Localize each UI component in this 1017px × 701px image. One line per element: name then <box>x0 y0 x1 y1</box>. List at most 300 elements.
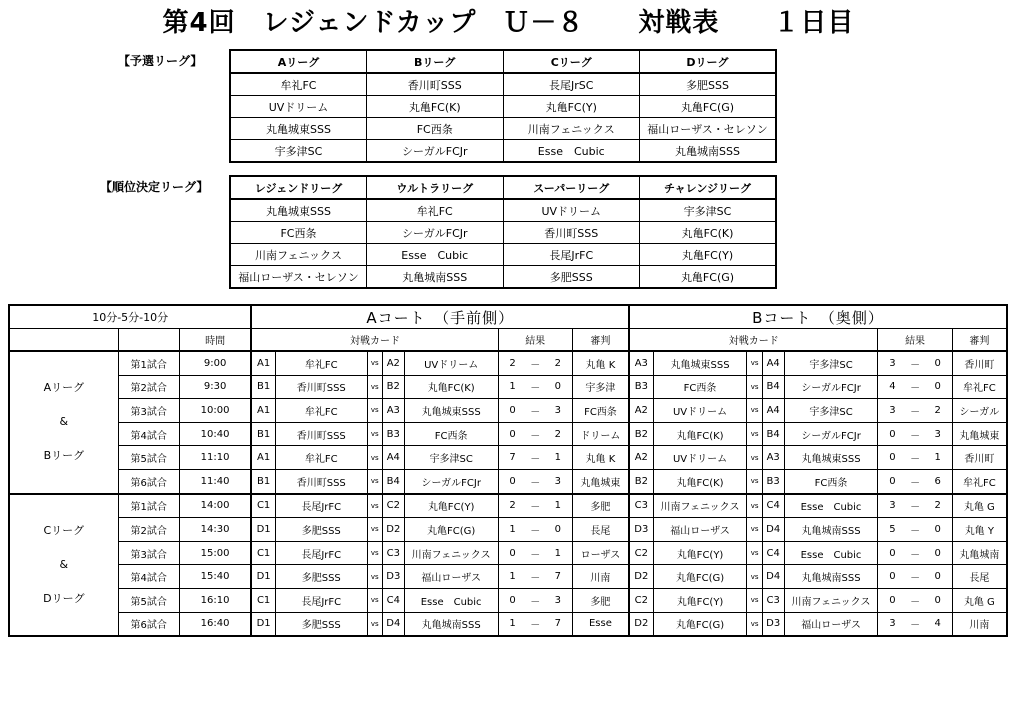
team2-name: 宇多津SC <box>784 351 878 375</box>
game-number: 第5試合 <box>118 446 179 470</box>
preliminary-league-table <box>229 49 777 163</box>
score-away: 7 <box>544 612 572 636</box>
team-cell: 丸亀城南SSS <box>640 140 777 163</box>
team-cell: 丸亀城南SSS <box>367 266 504 289</box>
match-schedule-table <box>8 304 1008 637</box>
team2-code: D3 <box>762 612 784 636</box>
team-cell: 牟礼FC <box>367 199 504 222</box>
team2-code: B2 <box>382 375 404 399</box>
match-row <box>9 565 1007 589</box>
team-cell: UVドリーム <box>503 199 640 222</box>
team2-name: 丸亀城南SSS <box>404 612 498 636</box>
match-row <box>9 541 1007 565</box>
vs-label: vs <box>747 351 762 375</box>
team2-code: B4 <box>762 422 784 446</box>
score-home: 0 <box>878 541 906 565</box>
score-dash: － <box>906 518 923 542</box>
game-number: 第2試合 <box>118 518 179 542</box>
score-dash: － <box>906 375 923 399</box>
league-header: Aリーグ <box>230 50 367 73</box>
team1-code: D2 <box>629 612 653 636</box>
team-cell: 丸亀城東SSS <box>230 118 367 140</box>
score-away: 1 <box>924 446 952 470</box>
team-cell: 丸亀FC(K) <box>367 96 504 118</box>
team1-code: A2 <box>629 399 653 423</box>
team-cell: 多肥SSS <box>503 266 640 289</box>
team-cell: Esse Cubic <box>367 244 504 266</box>
team2-code: A4 <box>382 446 404 470</box>
score-dash: － <box>906 612 923 636</box>
team1-code: B1 <box>251 469 275 493</box>
team1-code: C2 <box>629 588 653 612</box>
referee: 香川町 <box>952 446 1007 470</box>
team1-code: C1 <box>251 494 275 518</box>
game-number: 第2試合 <box>118 375 179 399</box>
team2-code: A3 <box>762 446 784 470</box>
referee: 川南 <box>952 612 1007 636</box>
team2-name: 福山ローザス <box>784 612 878 636</box>
team1-name: 丸亀FC(Y) <box>653 541 747 565</box>
score-away: 1 <box>544 494 572 518</box>
team2-code: C4 <box>762 541 784 565</box>
referee: 丸亀 K <box>572 351 629 375</box>
match-time: 14:30 <box>179 518 251 542</box>
team2-code: D4 <box>762 518 784 542</box>
team1-name: UVドリーム <box>653 399 747 423</box>
team1-code: B2 <box>629 469 653 493</box>
team-cell: FC西条 <box>367 118 504 140</box>
score-away: 1 <box>544 541 572 565</box>
game-number: 第3試合 <box>118 399 179 423</box>
score-dash: － <box>526 422 543 446</box>
ranking-label: 【順位決定リーグ】 <box>100 180 209 194</box>
referee: 丸亀城東 <box>952 422 1007 446</box>
team2-name: Esse Cubic <box>404 588 498 612</box>
score-home: 5 <box>878 518 906 542</box>
referee: ローザス <box>572 541 629 565</box>
score-home: 1 <box>498 612 526 636</box>
score-away: 7 <box>544 565 572 589</box>
vs-label: vs <box>367 588 382 612</box>
score-home: 0 <box>878 565 906 589</box>
team-cell: 長尾JrSC <box>503 73 640 96</box>
match-time: 10:00 <box>179 399 251 423</box>
team2-name: 丸亀城南SSS <box>784 565 878 589</box>
team1-name: 丸亀FC(K) <box>653 422 747 446</box>
score-home: 0 <box>498 469 526 493</box>
score-away: 2 <box>544 351 572 375</box>
team2-code: C3 <box>762 588 784 612</box>
team-cell: 丸亀FC(Y) <box>640 244 777 266</box>
team2-name: FC西条 <box>784 469 878 493</box>
team1-name: 丸亀FC(G) <box>653 612 747 636</box>
vs-label: vs <box>367 612 382 636</box>
score-home: 0 <box>498 422 526 446</box>
game-number: 第1試合 <box>118 351 179 375</box>
score-home: 4 <box>878 375 906 399</box>
score-away: 1 <box>544 446 572 470</box>
referee: ドリーム <box>572 422 629 446</box>
match-row <box>9 588 1007 612</box>
team2-name: シーガルFCJr <box>404 469 498 493</box>
score-home: 0 <box>878 469 906 493</box>
team1-code: B3 <box>629 375 653 399</box>
score-home: 7 <box>498 446 526 470</box>
referee: 牟礼FC <box>952 375 1007 399</box>
score-home: 1 <box>498 518 526 542</box>
team-cell: 福山ローザス・セレソン <box>640 118 777 140</box>
match-row <box>9 518 1007 542</box>
score-dash: － <box>906 565 923 589</box>
vs-label: vs <box>367 351 382 375</box>
team2-name: シーガルFCJr <box>784 422 878 446</box>
vs-label: vs <box>747 469 762 493</box>
result-header-a: 結果 <box>498 329 572 352</box>
team1-code: B2 <box>629 422 653 446</box>
team1-code: D1 <box>251 518 275 542</box>
team2-name: 丸亀城東SSS <box>784 446 878 470</box>
time-header: 時間 <box>179 329 251 352</box>
team2-name: 宇多津SC <box>784 399 878 423</box>
team1-code: C3 <box>629 494 653 518</box>
referee: Esse <box>572 612 629 636</box>
score-away: 0 <box>924 541 952 565</box>
vs-label: vs <box>747 518 762 542</box>
match-time: 14:00 <box>179 494 251 518</box>
team1-code: B1 <box>251 422 275 446</box>
score-away: 3 <box>544 469 572 493</box>
team2-name: 川南フェニックス <box>784 588 878 612</box>
score-dash: － <box>906 588 923 612</box>
score-away: 2 <box>924 399 952 423</box>
team1-name: 長尾JrFC <box>275 541 367 565</box>
team1-name: 牟礼FC <box>275 446 367 470</box>
referee: 丸亀城南 <box>952 541 1007 565</box>
team2-code: C2 <box>382 494 404 518</box>
team2-code: B4 <box>762 375 784 399</box>
referee: シーガル <box>952 399 1007 423</box>
referee: 丸亀 K <box>572 446 629 470</box>
team-cell: 丸亀城東SSS <box>230 199 367 222</box>
team1-code: B1 <box>251 375 275 399</box>
league-header: Dリーグ <box>640 50 777 73</box>
game-number: 第6試合 <box>118 469 179 493</box>
match-time: 16:40 <box>179 612 251 636</box>
score-home: 0 <box>498 541 526 565</box>
team1-code: A1 <box>251 351 275 375</box>
team-cell: 多肥SSS <box>640 73 777 96</box>
game-number: 第6試合 <box>118 612 179 636</box>
game-number: 第4試合 <box>118 422 179 446</box>
league-header: Bリーグ <box>367 50 504 73</box>
team2-name: Esse Cubic <box>784 494 878 518</box>
score-home: 2 <box>498 494 526 518</box>
blank-cell <box>118 329 179 352</box>
score-away: 0 <box>544 518 572 542</box>
score-away: 2 <box>924 494 952 518</box>
score-home: 0 <box>498 399 526 423</box>
referee: FC西条 <box>572 399 629 423</box>
score-away: 0 <box>924 518 952 542</box>
match-time: 11:40 <box>179 469 251 493</box>
referee: 多肥 <box>572 588 629 612</box>
team2-name: UVドリーム <box>404 351 498 375</box>
match-row <box>9 422 1007 446</box>
team2-name: 丸亀FC(Y) <box>404 494 498 518</box>
team2-code: A4 <box>762 399 784 423</box>
team-cell: 丸亀FC(G) <box>640 266 777 289</box>
score-dash: － <box>526 518 543 542</box>
team2-code: A2 <box>382 351 404 375</box>
team-cell: 長尾JrFC <box>503 244 640 266</box>
score-home: 3 <box>878 494 906 518</box>
team2-code: C4 <box>762 494 784 518</box>
match-row <box>9 469 1007 493</box>
team2-code: C3 <box>382 541 404 565</box>
match-time: 15:40 <box>179 565 251 589</box>
team2-code: B3 <box>762 469 784 493</box>
team1-code: D3 <box>629 518 653 542</box>
score-away: 0 <box>924 351 952 375</box>
game-number: 第1試合 <box>118 494 179 518</box>
team1-code: C1 <box>251 541 275 565</box>
score-home: 1 <box>498 375 526 399</box>
team-cell: 香川町SSS <box>503 222 640 244</box>
score-dash: － <box>526 541 543 565</box>
referee: 宇多津 <box>572 375 629 399</box>
score-home: 0 <box>878 588 906 612</box>
score-dash: － <box>906 446 923 470</box>
score-home: 3 <box>878 612 906 636</box>
score-away: 4 <box>924 612 952 636</box>
team1-code: D2 <box>629 565 653 589</box>
score-dash: － <box>906 494 923 518</box>
team2-code: D4 <box>762 565 784 589</box>
team-cell: 香川町SSS <box>367 73 504 96</box>
team1-name: 川南フェニックス <box>653 494 747 518</box>
team1-code: D1 <box>251 565 275 589</box>
team-cell: 丸亀FC(K) <box>640 222 777 244</box>
referee: 丸亀 Y <box>952 518 1007 542</box>
team2-name: FC西条 <box>404 422 498 446</box>
result-header-b: 結果 <box>878 329 952 352</box>
score-dash: － <box>906 541 923 565</box>
vs-label: vs <box>367 422 382 446</box>
vs-label: vs <box>367 494 382 518</box>
score-home: 1 <box>498 565 526 589</box>
score-dash: － <box>526 494 543 518</box>
team1-code: C2 <box>629 541 653 565</box>
score-home: 0 <box>498 588 526 612</box>
team-cell: 宇多津SC <box>640 199 777 222</box>
team-cell: 牟礼FC <box>230 73 367 96</box>
league-group-label: Cリーグ & Dリーグ <box>9 494 118 637</box>
referee: 長尾 <box>572 518 629 542</box>
team1-name: 丸亀城東SSS <box>653 351 747 375</box>
team-cell: Esse Cubic <box>503 140 640 163</box>
match-row <box>9 494 1007 518</box>
league-group-label: Aリーグ & Bリーグ <box>9 351 118 494</box>
match-format: 10分-5分-10分 <box>9 305 251 329</box>
score-home: 3 <box>878 399 906 423</box>
score-away: 2 <box>544 422 572 446</box>
team2-code: A3 <box>382 399 404 423</box>
vs-label: vs <box>367 565 382 589</box>
score-dash: － <box>906 422 923 446</box>
team1-name: 香川町SSS <box>275 422 367 446</box>
team1-name: 長尾JrFC <box>275 588 367 612</box>
referee: 丸亀城東 <box>572 469 629 493</box>
team1-code: A2 <box>629 446 653 470</box>
team1-name: 多肥SSS <box>275 518 367 542</box>
league-header: チャレンジリーグ <box>640 176 777 199</box>
score-dash: － <box>526 375 543 399</box>
team1-name: 香川町SSS <box>275 375 367 399</box>
team-cell: 川南フェニックス <box>503 118 640 140</box>
ranking-league-table <box>229 175 777 289</box>
vs-label: vs <box>747 446 762 470</box>
team2-code: B3 <box>382 422 404 446</box>
match-row <box>9 446 1007 470</box>
team1-name: 丸亀FC(Y) <box>653 588 747 612</box>
team1-name: 牟礼FC <box>275 351 367 375</box>
vs-label: vs <box>747 422 762 446</box>
vs-label: vs <box>747 588 762 612</box>
league-header: ウルトラリーグ <box>367 176 504 199</box>
score-dash: － <box>906 351 923 375</box>
team1-code: C1 <box>251 588 275 612</box>
team2-name: 丸亀城南SSS <box>784 518 878 542</box>
team1-name: 丸亀FC(G) <box>653 565 747 589</box>
matchup-header-b: 対戦カード <box>629 329 878 352</box>
match-row <box>9 351 1007 375</box>
league-header: レジェンドリーグ <box>230 176 367 199</box>
referee-header-a: 審判 <box>572 329 629 352</box>
team2-name: 福山ローザス <box>404 565 498 589</box>
match-row <box>9 612 1007 636</box>
vs-label: vs <box>747 494 762 518</box>
score-dash: － <box>526 399 543 423</box>
team1-code: A1 <box>251 399 275 423</box>
court-b-header: Bコート （奥側） <box>629 305 1007 329</box>
blank-cell <box>9 329 118 352</box>
score-dash: － <box>526 588 543 612</box>
team1-code: A3 <box>629 351 653 375</box>
vs-label: vs <box>367 469 382 493</box>
referee: 香川町 <box>952 351 1007 375</box>
score-away: 3 <box>924 422 952 446</box>
match-time: 11:10 <box>179 446 251 470</box>
referee: 牟礼FC <box>952 469 1007 493</box>
page-title: 第4回 レジェンドカップ Ｕ－８ 対戦表 １日目 <box>162 8 855 38</box>
team2-code: D3 <box>382 565 404 589</box>
team1-name: FC西条 <box>653 375 747 399</box>
team1-code: A1 <box>251 446 275 470</box>
score-dash: － <box>526 446 543 470</box>
score-home: 0 <box>878 422 906 446</box>
team-cell: 丸亀FC(G) <box>640 96 777 118</box>
league-header: Cリーグ <box>503 50 640 73</box>
team1-name: 牟礼FC <box>275 399 367 423</box>
score-home: 0 <box>878 446 906 470</box>
score-away: 3 <box>544 588 572 612</box>
team2-name: 丸亀FC(K) <box>404 375 498 399</box>
team2-code: C4 <box>382 588 404 612</box>
vs-label: vs <box>367 399 382 423</box>
match-row <box>9 375 1007 399</box>
preliminary-label: 【予選リーグ】 <box>118 54 203 68</box>
referee-header-b: 審判 <box>952 329 1007 352</box>
match-row <box>9 399 1007 423</box>
match-time: 15:00 <box>179 541 251 565</box>
team-cell: シーガルFCJr <box>367 222 504 244</box>
score-dash: － <box>526 565 543 589</box>
match-time: 16:10 <box>179 588 251 612</box>
score-away: 0 <box>924 375 952 399</box>
league-header: スーパーリーグ <box>503 176 640 199</box>
team2-code: B4 <box>382 469 404 493</box>
match-time: 9:00 <box>179 351 251 375</box>
vs-label: vs <box>747 612 762 636</box>
team-cell: 宇多津SC <box>230 140 367 163</box>
score-home: 3 <box>878 351 906 375</box>
referee: 多肥 <box>572 494 629 518</box>
team2-name: 丸亀城東SSS <box>404 399 498 423</box>
vs-label: vs <box>747 565 762 589</box>
vs-label: vs <box>367 375 382 399</box>
game-number: 第3試合 <box>118 541 179 565</box>
team-cell: FC西条 <box>230 222 367 244</box>
team-cell: 丸亀FC(Y) <box>503 96 640 118</box>
score-dash: － <box>526 469 543 493</box>
team1-name: 福山ローザス <box>653 518 747 542</box>
game-number: 第5試合 <box>118 588 179 612</box>
team2-code: D4 <box>382 612 404 636</box>
score-away: 3 <box>544 399 572 423</box>
matchup-header-a: 対戦カード <box>251 329 498 352</box>
team1-name: 丸亀FC(K) <box>653 469 747 493</box>
court-a-header: Aコート （手前側） <box>251 305 629 329</box>
team2-code: D2 <box>382 518 404 542</box>
score-home: 2 <box>498 351 526 375</box>
referee: 川南 <box>572 565 629 589</box>
score-dash: － <box>906 399 923 423</box>
team2-name: シーガルFCJr <box>784 375 878 399</box>
vs-label: vs <box>367 541 382 565</box>
score-dash: － <box>526 612 543 636</box>
vs-label: vs <box>367 518 382 542</box>
referee: 丸亀 G <box>952 588 1007 612</box>
score-away: 6 <box>924 469 952 493</box>
game-number: 第4試合 <box>118 565 179 589</box>
match-time: 9:30 <box>179 375 251 399</box>
team1-name: 多肥SSS <box>275 612 367 636</box>
vs-label: vs <box>367 446 382 470</box>
referee: 丸亀 G <box>952 494 1007 518</box>
team1-name: 長尾JrFC <box>275 494 367 518</box>
team1-name: 香川町SSS <box>275 469 367 493</box>
team2-name: 丸亀FC(G) <box>404 518 498 542</box>
team-cell: UVドリーム <box>230 96 367 118</box>
team1-name: 多肥SSS <box>275 565 367 589</box>
team2-code: A4 <box>762 351 784 375</box>
team-cell: 川南フェニックス <box>230 244 367 266</box>
score-dash: － <box>906 469 923 493</box>
referee: 長尾 <box>952 565 1007 589</box>
vs-label: vs <box>747 399 762 423</box>
team2-name: Esse Cubic <box>784 541 878 565</box>
vs-label: vs <box>747 375 762 399</box>
